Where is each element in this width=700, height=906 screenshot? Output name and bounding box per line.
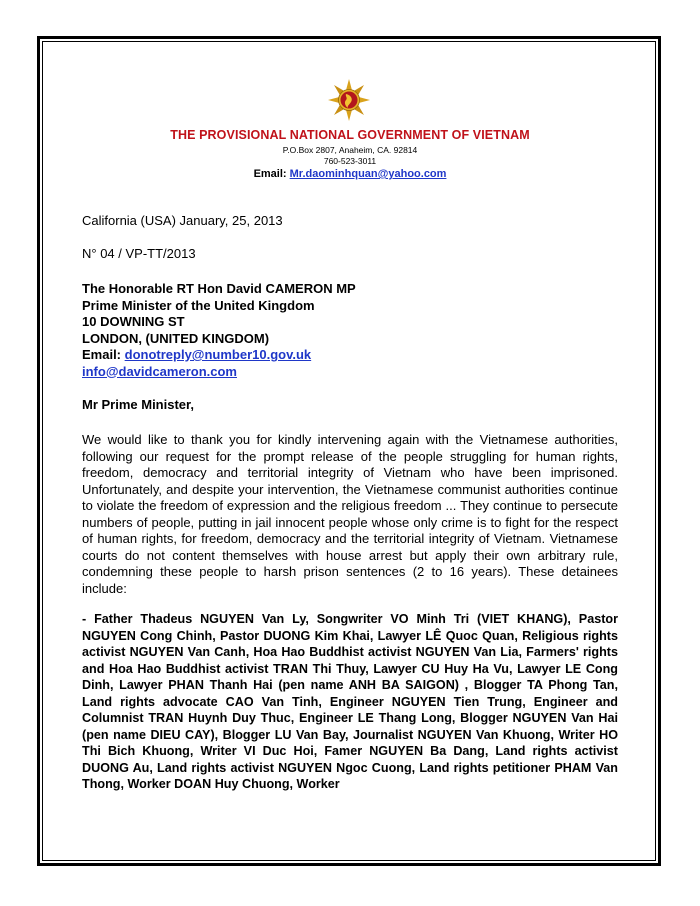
recipient-email-line <box>82 347 618 364</box>
recipient-block <box>82 281 618 380</box>
letter-reference: N° 04 / VP-TT/2013 <box>82 246 196 261</box>
salutation: Mr Prime Minister, <box>82 397 194 412</box>
recipient-email-line-2 <box>82 364 618 381</box>
organization-email-line <box>60 168 640 180</box>
recipient-title: Prime Minister of the United Kingdom <box>82 297 315 313</box>
recipient-city: LONDON, (UNITED KINGDOM) <box>82 330 270 346</box>
organization-email-label: Email: <box>253 168 287 180</box>
recipient-street: 10 DOWNING ST <box>82 314 185 329</box>
organization-email-link[interactable]: Mr.daominhquan@yahoo.com <box>289 168 447 180</box>
detainees-list: - Father Thadeus NGUYEN Van Ly, Songwriter VO Minh Tri (VIET KHANG), Pastor NGUYEN Cong Chinh, Pastor DUONG Kim Khai, Lawyer LÊ Quoc Quan, Religious rights activist NGUYEN Van Canh, Hoa Hao Buddhist activist NGUYEN Van Lia, Farmers' rights and Hoa Hao Buddhist activist TRAN Thi Thuy, Lawyer CU Huy Ha Vu, Lawyer LE Cong Dinh, Lawyer PHAN Thanh Hai (pen name ANH BA SAIGON) , Blogger TA Phong Tan, Land rights advocate CAO Van Tinh, Engineer NGUYEN Tien Trung, Engineer and Columnist TRAN Huynh Duy Thuc, Engineer LE Thang Long, Blogger NGUYEN Van Hai (pen name DIEU CAY), Blogger LU Van Bay, Journalist NGUYEN Van Khuong, Writer HO Thi Bich Khuong, Writer VI Duc Hoi, Famer NGUYEN Ba Dang, Land rights activist DUONG Au, Land rights activist NGUYEN Ngoc Cuong, Land rights petitioner PHAM Van Thong, Worker DOAN Huy Chuong, Worker <box>82 612 618 791</box>
recipient-name: The Honorable RT Hon David CAMERON MP <box>82 281 356 296</box>
recipient-email-label: Email: <box>82 347 122 362</box>
organization-address: P.O.Box 2807, Anaheim, CA. 92814 <box>282 145 418 155</box>
body-paragraph: We would like to thank you for kindly intervening again with the Vietnamese authorities, following our request for the prompt release of the people struggling for human rights, freedom, democracy and territorial integrity of Vietnam who have been imprisoned. Unfortunately, and despite your intervention, the Vietnamese communist authorities continue to violate the freedom of expression and the religious freedom ... They continue to persecute numbers of people, putting in jail innocent people whose only crime is to fight for the respect of human rights, for freedom, democracy and the territorial integrity of Vietnam. Vietnamese courts do not content themselves with house arrest but apply their own arbitrary rule, condemning these people to harsh prison sentences (2 to 16 years). These detainees include: <box>82 432 618 596</box>
letter-date: California (USA) January, 25, 2013 <box>82 213 283 228</box>
organization-phone: 760-523-3011 <box>323 156 377 166</box>
government-emblem-icon <box>327 78 371 122</box>
recipient-email-link-1[interactable]: donotreply@number10.gov.uk <box>124 347 312 362</box>
organization-name: THE PROVISIONAL NATIONAL GOVERNMENT OF VIETNAM <box>170 128 530 142</box>
recipient-email-link-2[interactable]: info@davidcameron.com <box>82 363 237 379</box>
